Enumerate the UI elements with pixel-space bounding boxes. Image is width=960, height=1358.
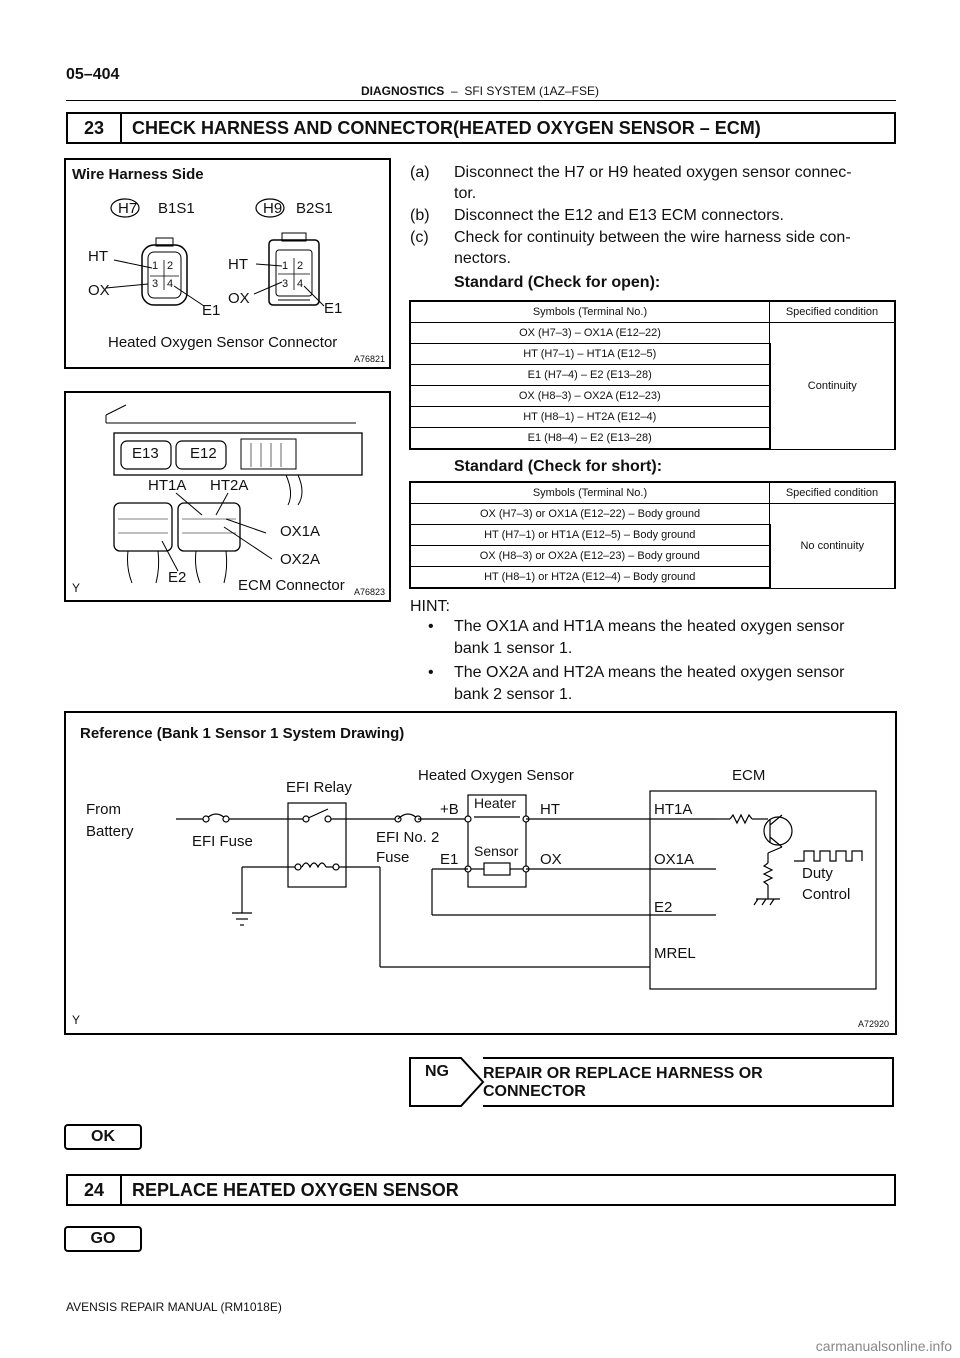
ht-label: HT <box>540 801 560 818</box>
table-cell: OX (H7–3) or OX1A (E12–22) – Body ground <box>410 504 770 525</box>
figure-wire-harness <box>64 158 391 369</box>
circuit-diagram <box>66 713 895 1033</box>
h7-label: H7 <box>118 200 138 217</box>
ok-tag: OK <box>64 1124 142 1150</box>
reference-title: Reference (Bank 1 Sensor 1 System Drawing) <box>80 725 405 742</box>
figure-code: A72920 <box>858 1019 890 1029</box>
table-cell: HT (H8–1) – HT2A (E12–4) <box>410 407 770 428</box>
step-c-label: (c) <box>410 229 429 246</box>
hint-label: HINT: <box>410 598 450 615</box>
e13-label: E13 <box>132 445 159 462</box>
e1-right-label: E1 <box>324 300 343 317</box>
e12-label: E12 <box>190 445 217 462</box>
table-cell: OX (H8–3) – OX2A (E12–23) <box>410 386 770 407</box>
figure-system-drawing <box>64 711 897 1035</box>
h7-pin-3: 3 <box>152 278 159 290</box>
ecm-label: ECM <box>732 767 766 784</box>
step-number: 23 <box>68 114 122 142</box>
step-a-label: (a) <box>410 164 430 181</box>
figure-code: A76823 <box>354 587 386 597</box>
ox-label: OX <box>540 851 562 868</box>
standard-short-heading: Standard (Check for short): <box>454 458 663 475</box>
header-cell: Specified condition <box>770 301 896 323</box>
h7-pin-1: 1 <box>152 260 159 272</box>
step-a-line2: tor. <box>454 185 477 202</box>
h9-label: H9 <box>263 200 283 217</box>
e12-block <box>178 503 240 551</box>
table-cell: HT (H7–1) or HT1A (E12–5) – Body ground <box>410 525 770 546</box>
ht-right-label: HT <box>228 256 248 273</box>
ng-action-line1: REPAIR OR REPLACE HARNESS OR <box>483 1065 763 1082</box>
step-b-line1: Disconnect the E12 and E13 ECM connectors. <box>454 207 784 224</box>
control-label: Control <box>802 886 851 903</box>
mrel-terminal: MREL <box>654 945 696 962</box>
ecm-connector-drawing <box>66 393 389 600</box>
hint-2-line1: The OX2A and HT2A means the heated oxygen sensor <box>454 664 845 681</box>
fuse-label: Fuse <box>376 849 410 866</box>
ox-right-label: OX <box>228 290 250 307</box>
step-title: REPLACE HEATED OXYGEN SENSOR <box>132 1179 459 1200</box>
e1-left-label: E1 <box>202 302 221 319</box>
ox1a-terminal: OX1A <box>654 851 695 868</box>
table-cell: HT (H8–1) or HT2A (E12–4) – Body ground <box>410 567 770 589</box>
go-tag: GO <box>64 1226 142 1252</box>
table-header-row <box>410 482 895 504</box>
hint-1-line2: bank 1 sensor 1. <box>454 640 573 657</box>
h7-pin-4: 4 <box>167 278 174 290</box>
table-row <box>410 323 895 344</box>
step-c-line1: Check for continuity between the wire harness side con- <box>454 229 851 246</box>
step-a-line1: Disconnect the H7 or H9 heated oxygen sensor connec- <box>454 164 852 181</box>
step-23-header <box>66 112 896 144</box>
step-c-line2: nectors. <box>454 250 511 267</box>
header-section: DIAGNOSTICS <box>360 84 445 98</box>
bullet-icon: • <box>428 618 434 635</box>
table-cell: HT (H7–1) – HT1A (E12–5) <box>410 344 770 365</box>
page-number: 05–404 <box>66 66 120 83</box>
efi-no2-label: EFI No. 2 <box>376 829 440 846</box>
running-header <box>0 84 960 98</box>
ox1a-label: OX1A <box>280 523 321 540</box>
header-subsection: SFI SYSTEM (1AZ–FSE) <box>464 84 600 98</box>
ht1a-label: HT1A <box>148 477 187 494</box>
ox-left-label: OX <box>88 282 110 299</box>
watermark[interactable]: carmanualsonline.info <box>815 1338 952 1354</box>
h9-pin-4: 4 <box>297 278 304 290</box>
from-label: From <box>86 801 121 818</box>
ht2a-label: HT2A <box>210 477 249 494</box>
header-rule <box>66 100 896 101</box>
h9-pin-3: 3 <box>282 278 289 290</box>
header-cell: Symbols (Terminal No.) <box>410 482 770 504</box>
figure-code: A76821 <box>354 354 386 364</box>
bullet-icon: • <box>428 664 434 681</box>
step-title: CHECK HARNESS AND CONNECTOR(HEATED OXYGEN SENSOR – ECM) <box>132 117 761 138</box>
header-separator: – <box>450 84 458 98</box>
ng-action-box <box>483 1057 894 1107</box>
ng-label: NG <box>425 1063 449 1080</box>
ox2a-label: OX2A <box>280 551 321 568</box>
sensor-label: Sensor <box>474 843 519 859</box>
step-24-header <box>66 1174 896 1206</box>
table-cell: OX (H7–3) – OX1A (E12–22) <box>410 323 770 344</box>
h9-pin-1: 1 <box>282 260 289 272</box>
header-cell: Specified condition <box>770 482 896 504</box>
h7-pin-2: 2 <box>167 260 174 272</box>
e2-terminal: E2 <box>654 899 673 916</box>
ht1a-terminal: HT1A <box>654 801 693 818</box>
table-row <box>410 504 895 525</box>
efi-fuse-label: EFI Fuse <box>192 833 253 850</box>
b2s1-label: B2S1 <box>296 200 333 217</box>
table-header-row <box>410 301 895 323</box>
header-cell: Symbols (Terminal No.) <box>410 301 770 323</box>
table-check-short <box>409 481 896 589</box>
table-cell: OX (H8–3) or OX2A (E12–23) – Body ground <box>410 546 770 567</box>
hint-1-line1: The OX1A and HT1A means the heated oxygen sensor <box>454 618 845 635</box>
efi-relay-label: EFI Relay <box>286 779 352 796</box>
condition-cell: No continuity <box>770 504 896 589</box>
corner-mark: Y <box>72 1013 81 1027</box>
plus-b-label: +B <box>440 801 459 818</box>
table-cell: E1 (H7–4) – E2 (E13–28) <box>410 365 770 386</box>
h7-connector <box>142 245 187 305</box>
table-check-open <box>409 300 896 450</box>
figure-caption: Heated Oxygen Sensor Connector <box>108 334 338 351</box>
ng-action-line2: CONNECTOR <box>483 1083 586 1100</box>
step-b-label: (b) <box>410 207 430 224</box>
h9-pin-2: 2 <box>297 260 304 272</box>
b1s1-label: B1S1 <box>158 200 195 217</box>
standard-open-heading: Standard (Check for open): <box>454 274 661 291</box>
ht-left-label: HT <box>88 248 108 265</box>
step-number: 24 <box>68 1176 122 1204</box>
ecm-caption: ECM Connector <box>238 577 345 594</box>
efi-relay-box <box>288 803 346 887</box>
corner-mark: Y <box>72 581 81 595</box>
hos-label: Heated Oxygen Sensor <box>418 767 574 784</box>
battery-label: Battery <box>86 823 134 840</box>
figure-ecm-connector <box>64 391 391 602</box>
e1-label: E1 <box>440 851 459 868</box>
hint-2-line2: bank 2 sensor 1. <box>454 686 573 703</box>
table-cell: E1 (H8–4) – E2 (E13–28) <box>410 428 770 450</box>
duty-label: Duty <box>802 865 833 882</box>
figure-title: Wire Harness Side <box>72 166 204 183</box>
heater-label: Heater <box>474 795 517 811</box>
condition-cell: Continuity <box>770 323 896 450</box>
e2-label: E2 <box>168 569 187 586</box>
footer-text: AVENSIS REPAIR MANUAL (RM1018E) <box>66 1300 282 1314</box>
